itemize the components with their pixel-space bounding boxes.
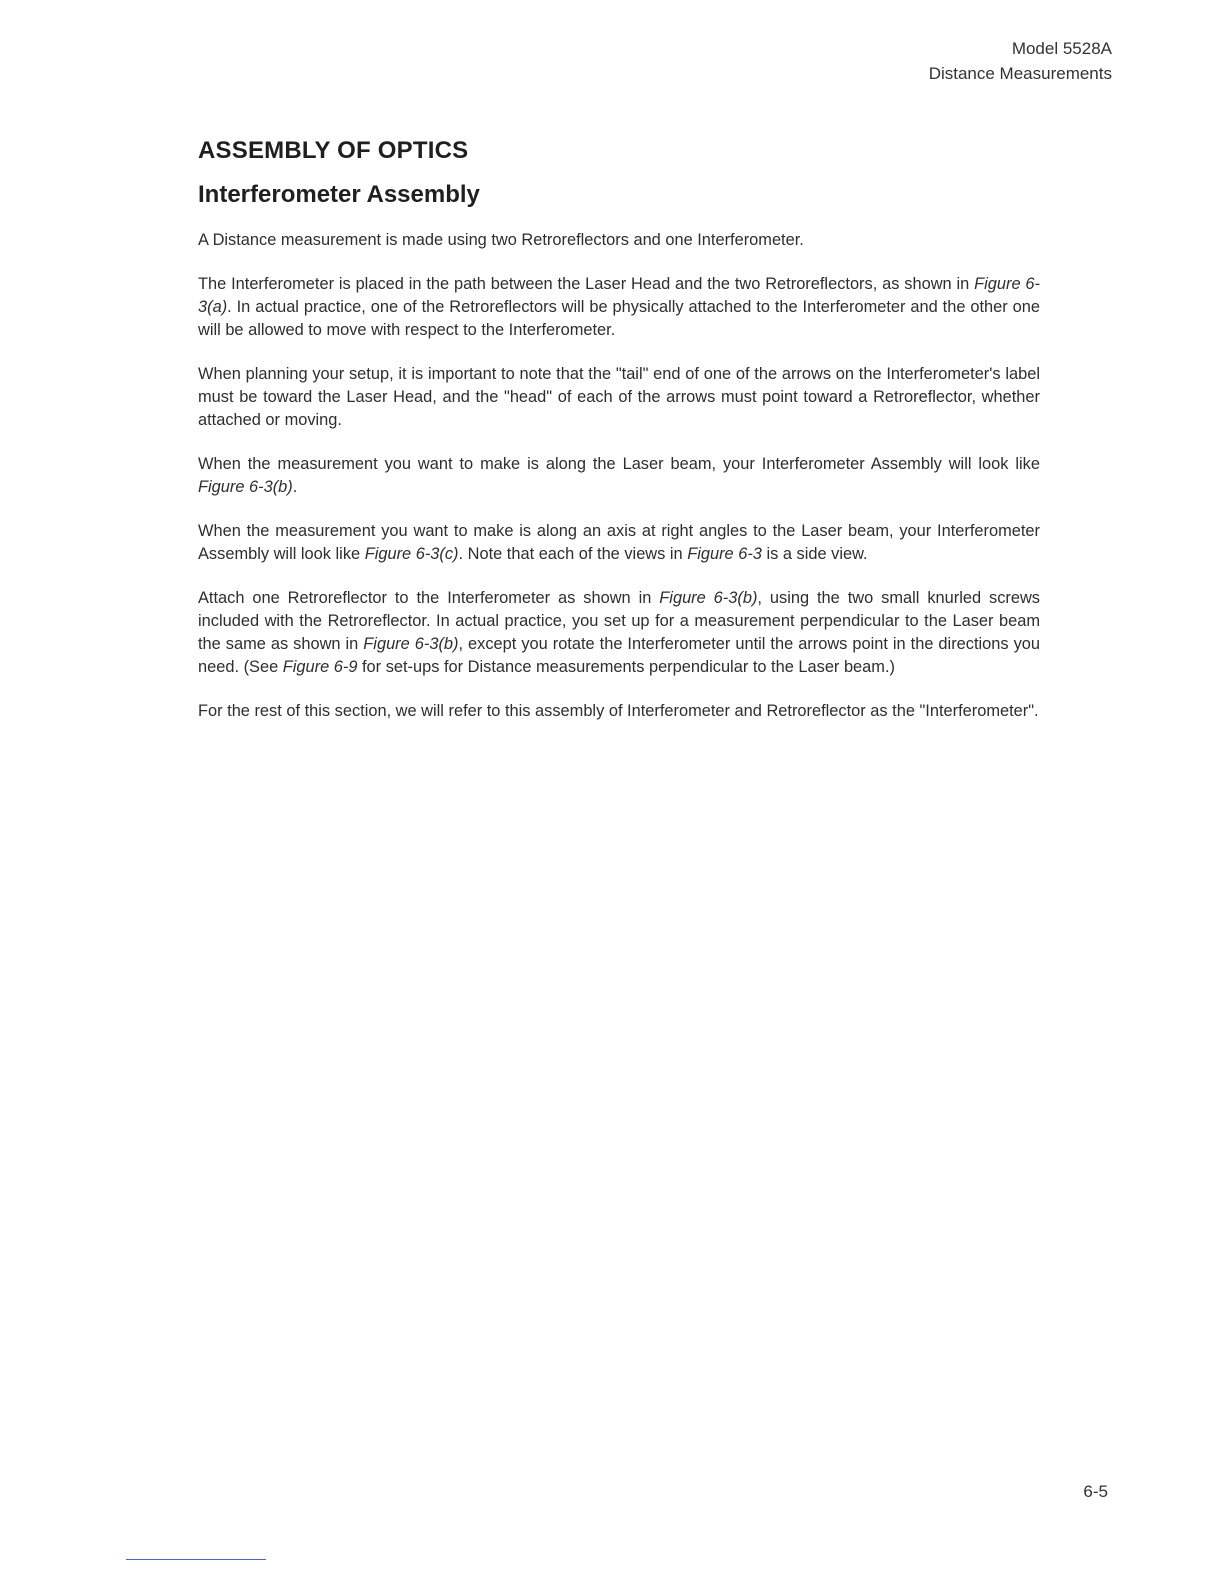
header-model: Model 5528A bbox=[1011, 39, 1112, 58]
figure-reference: Figure 6-3(b) bbox=[659, 589, 758, 607]
footnote-rule bbox=[126, 1559, 266, 1560]
subsection-title: Interferometer Assembly bbox=[198, 181, 480, 208]
paragraph-1: A Distance measurement is made using two Retroreflectors and one Interferometer. bbox=[198, 231, 804, 249]
figure-reference: Figure 6-3(c) bbox=[364, 545, 459, 563]
paragraph-4 bbox=[198, 453, 1040, 499]
paragraph-3: When planning your setup, it is important to note that the "tail" end of one of the arrows on the Interferometer's label must be toward the Laser Head, and the "head" of each of the arrows must point toward a Retroreflector, whether attached or moving. bbox=[198, 365, 1040, 429]
paragraph-5 bbox=[198, 520, 1040, 566]
paragraph-6-text-a: Attach one Retroreflector to the Interferometer as shown in bbox=[198, 589, 660, 607]
paragraph-2-text-a: The Interferometer is placed in the path between the Laser Head and the two Retroreflectors, as shown in bbox=[198, 275, 975, 293]
figure-reference: Figure 6-3 bbox=[687, 545, 762, 563]
paragraph-6-text-c: , except you rotate the Interferometer until the arrows point in the directions you need. (See bbox=[198, 635, 1041, 676]
paragraph-6-text-b: , using the two small knurled screws included with the Retroreflector. In actual practice, you set up for a measurement perpendicular to the Laser beam the same as shown in bbox=[198, 589, 1040, 653]
figure-reference: Figure 6-3(b) bbox=[363, 635, 459, 653]
page-content bbox=[198, 132, 1040, 723]
section-title: ASSEMBLY OF OPTICS bbox=[198, 137, 469, 164]
header-section: Distance Measurements bbox=[928, 64, 1112, 83]
paragraph-6-text-d: for set-ups for Distance measurements perpendicular to the Laser beam.) bbox=[357, 658, 895, 676]
paragraph-2-text-b: . In actual practice, one of the Retroreflectors will be physically attached to the Interferometer and the other one will be allowed to move with respect to the Interferometer. bbox=[198, 298, 1040, 339]
paragraph-5-text-a: When the measurement you want to make is along an axis at right angles to the Laser beam, your Interferometer Assembly will look like bbox=[198, 522, 1040, 563]
paragraph-5-text-b: . Note that each of the views in bbox=[458, 545, 688, 563]
paragraph-5-text-c: is a side view. bbox=[761, 545, 868, 563]
page-number: 6-5 bbox=[1083, 1482, 1108, 1501]
paragraph-2 bbox=[198, 273, 1040, 342]
paragraph-4-text-a: When the measurement you want to make is along the Laser beam, your Interferometer Assembly will look like bbox=[198, 455, 1040, 473]
figure-reference: Figure 6-3(b) bbox=[198, 478, 293, 496]
figure-reference: Figure 6-3(a) bbox=[198, 275, 1040, 316]
figure-reference: Figure 6-9 bbox=[282, 658, 358, 676]
running-header bbox=[929, 36, 1112, 86]
paragraph-6 bbox=[198, 587, 1040, 679]
paragraph-7: For the rest of this section, we will refer to this assembly of Interferometer and Retroreflector as the "Interferometer". bbox=[198, 702, 1039, 720]
paragraph-4-text-b: . bbox=[292, 478, 298, 496]
